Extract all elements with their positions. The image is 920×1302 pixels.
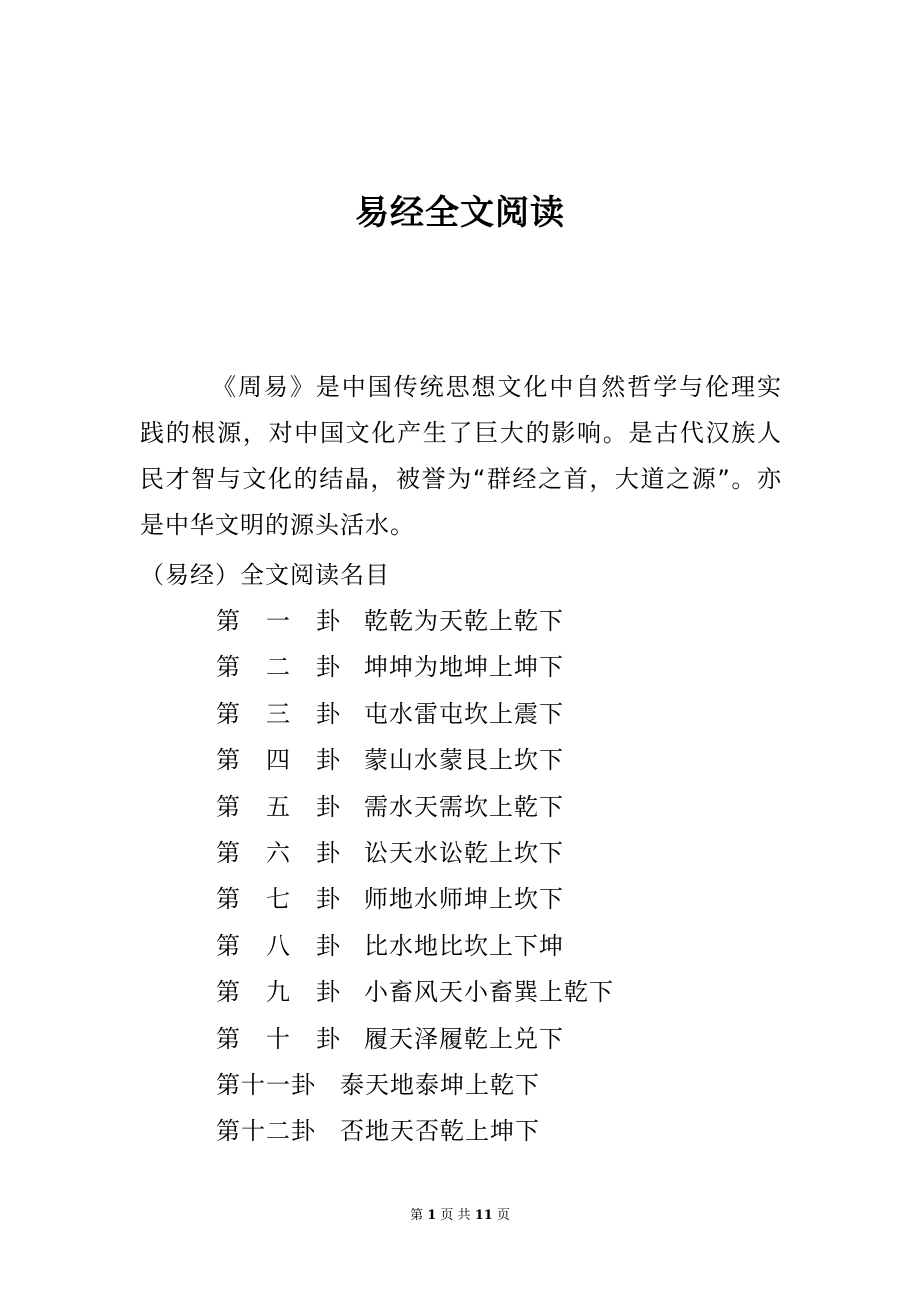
toc-item-number: 第 一 卦 [216,607,341,635]
toc-item-name: 履天泽履乾上兑下 [364,1024,564,1053]
toc-item-number: 第 二 卦 [216,653,341,682]
footer-middle: 页 共 [440,1208,471,1223]
toc-item-number: 第 五 卦 [216,792,341,821]
page-footer [0,1206,920,1226]
toc-item-name: 小畜风天小畜巽上乾下 [364,978,614,1007]
toc-item [216,923,614,969]
footer-page-number: 1 [427,1208,437,1223]
toc-item-name: 泰天地泰坤上乾下 [340,1070,540,1099]
toc-item-name: 否地天否乾上坤下 [340,1117,540,1146]
toc-item-number: 第 九 卦 [216,978,341,1007]
toc-item [216,784,614,830]
toc-item [216,598,614,644]
toc-item-number: 第 六 卦 [216,838,341,867]
toc-item-number: 第 十 卦 [216,1024,341,1053]
footer-suffix: 页 [496,1208,510,1223]
toc-list [216,598,614,1155]
toc-item [216,830,614,876]
toc-item-number: 第十二卦 [216,1117,316,1146]
toc-item-name: 坤坤为地坤上坤下 [364,653,564,682]
toc-item-name: 比水地比坎上下坤 [364,931,564,960]
toc-item-name: 师地水师坤上坎下 [364,885,564,914]
toc-item-name: 蒙山水蒙艮上坎下 [364,746,564,775]
toc-item [216,1016,614,1062]
toc-item [216,1108,614,1154]
toc-item-number: 第 八 卦 [216,931,341,960]
toc-item-name: 屯水雷屯坎上震下 [364,699,564,728]
toc-item [216,969,614,1015]
toc-item-number: 第 四 卦 [216,746,341,775]
toc-item-name: 需水天需坎上乾下 [364,792,564,821]
toc-item [216,1062,614,1108]
toc-item [216,737,614,783]
toc-item-number: 第 七 卦 [216,885,341,914]
toc-heading: （易经）全文阅读名目 [140,561,390,589]
footer-prefix: 第 [410,1208,424,1223]
document-title: 易经全文阅读 [355,193,565,233]
toc-item [216,691,614,737]
toc-item-number: 第十一卦 [216,1070,316,1099]
toc-item-name: 乾乾为天乾上乾下 [364,607,564,635]
toc-item-number: 第 三 卦 [216,699,341,728]
toc-item [216,644,614,690]
toc-item [216,876,614,922]
footer-total-pages: 11 [474,1208,493,1223]
intro-paragraph: 《周易》是中国传统思想文化中自然哲学与伦理实践的根源，对中国文化产生了巨大的影响。是古代汉族人民才智与文化的结晶，被誉为“群经之首，大道之源”。亦是中华文明的源头活水。 [140,373,782,539]
toc-item-name: 讼天水讼乾上坎下 [364,838,564,867]
